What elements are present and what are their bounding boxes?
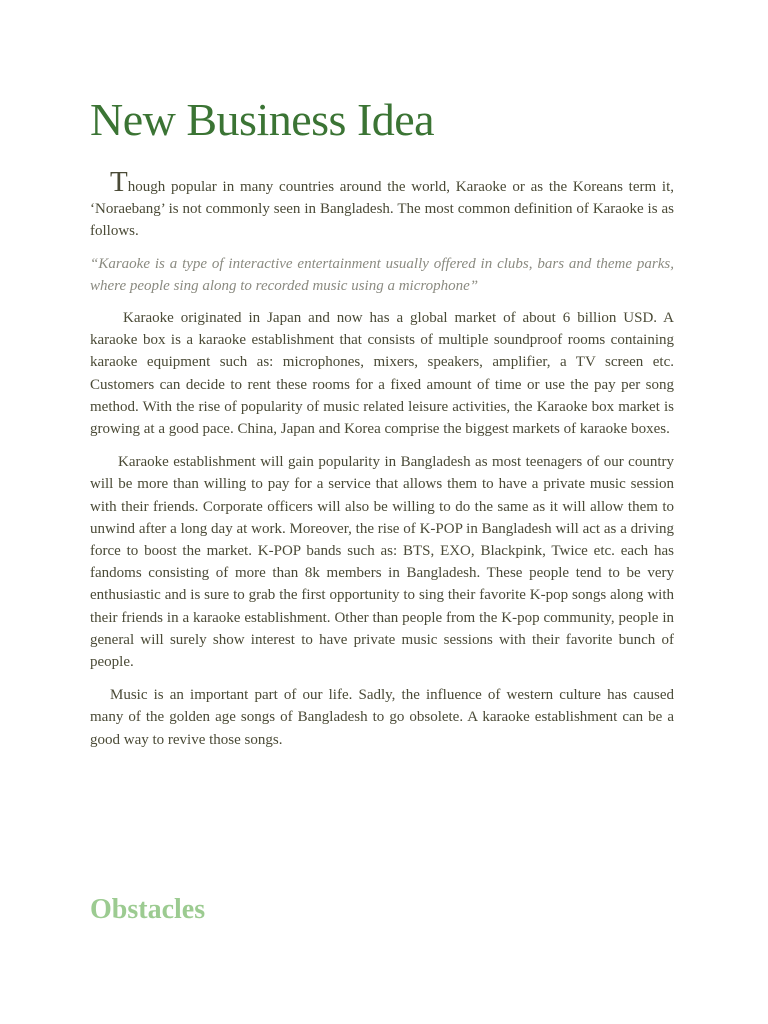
document-title: New Business Idea: [90, 94, 435, 145]
intro-paragraph: [90, 166, 674, 243]
section-heading-obstacles: Obstacles: [90, 894, 206, 925]
definition-quote: “Karaoke is a type of interactive entertainment usually offered in clubs, bars and theme parks, where people sing along to recorded music using a microphone”: [90, 255, 674, 294]
paragraph-origin: Karaoke originated in Japan and now has a global market of about 6 billion USD. A karaoke box is a karaoke establishment that consists of multiple soundproof rooms containing karaoke equipment such as: microphones, mixers, speakers, amplifier, a TV screen etc. Customers can decide to rent these rooms for a fixed amount of time or use the pay per song method. With the rise of popularity of music related leisure activities, the Karaoke box market is growing at a good pace. China, Japan and Korea comprise the biggest markets of karaoke boxes.: [90, 310, 674, 438]
paragraph-music: Music is an important part of our life. Sadly, the influence of western culture has caused many of the golden age songs of Bangladesh to go obsolete. A karaoke establishment can be a good way to revive those songs.: [90, 687, 674, 748]
drop-cap: T: [110, 166, 128, 198]
paragraph-popularity: Karaoke establishment will gain popularity in Bangladesh as most teenagers of our country will be more than willing to pay for a service that allows them to have a private music session with their friends. Corporate officers will also be willing to do the same as it will allow them to unwind after a long day at work. Moreover, the rise of K-POP in Bangladesh will act as a driving force to boost the market. K-POP bands such as: BTS, EXO, Blackpink, Twice etc. each has fandoms consisting of more than 8k members in Bangladesh. These people tend to be very enthusiastic and is sure to grab the first opportunity to sing their favorite K-pop songs along with their friends in a karaoke establishment. Other than people from the K-pop community, people in general will surely show interest to have private music sessions with their favorite bunch of people.: [90, 454, 674, 671]
intro-text: hough popular in many countries around the world, Karaoke or as the Koreans term it, ‘Noraebang’ is not commonly seen in Bangladesh. The most common definition of Karaoke is as follows.: [90, 179, 674, 240]
document-body: [90, 92, 674, 751]
